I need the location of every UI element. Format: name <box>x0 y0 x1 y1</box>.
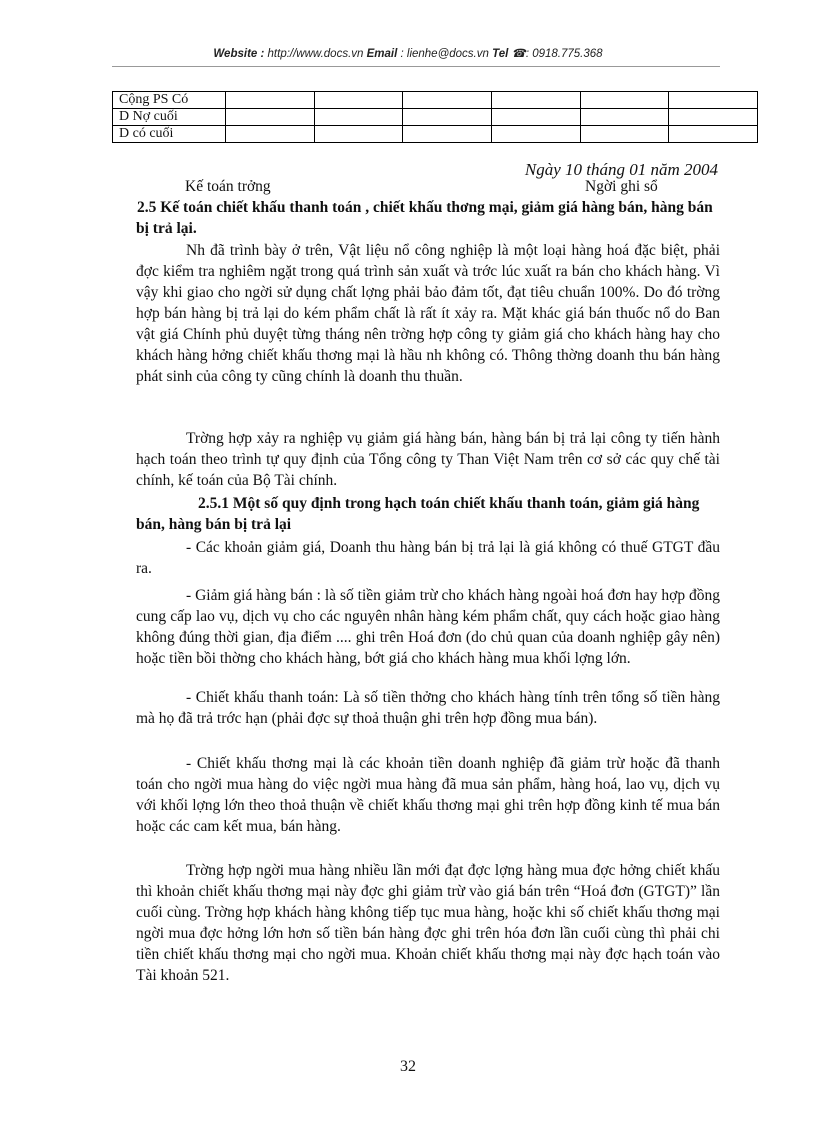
page-number: 32 <box>400 1058 416 1075</box>
table-row <box>113 109 758 126</box>
header-divider <box>112 66 720 67</box>
table-cell <box>580 126 669 143</box>
table-cell <box>491 92 580 109</box>
signature-date: Ngày 10 tháng 01 năm 2004 <box>524 160 718 179</box>
paragraph-rule-3: - Chiết khấu thanh toán: Là số tiền thởng cho khách hàng tính trên tổng số tiền hàng mà họ đã trả trớc hạn (phải đợc sự thoả thuận ghi trên hợp đồng mua bán). <box>136 689 720 727</box>
table-cell <box>403 126 492 143</box>
table-cell <box>226 126 315 143</box>
table-cell <box>314 109 403 126</box>
table-cell <box>491 126 580 143</box>
page-header <box>0 46 816 60</box>
paragraph-rule-5: Trờng hợp ngời mua hàng nhiều lần mới đạt đợc lợng hàng mua đợc hởng chiết khấu thì khoản chiết khấu thơng mại này đợc ghi giảm trừ vào giá bán trên “Hoá đơn (GTGT)” lần cuối cùng. Trờng hợp khách hàng không tiếp tục mua hàng, hoặc khi số chiết khấu thơng mại ngời mua đợc hởng lớn hơn số tiền bán hàng đợc ghi trên hóa đơn lần cuối cùng thì phải chi tiền chiết khấu thơng mại cho ngời mua. Khoản chiết khấu thơng mại này đợc hạch toán vào Tài khoản 521. <box>136 862 720 984</box>
tel-label: Tel <box>492 48 509 60</box>
table-row <box>113 126 758 143</box>
tel-value: : 0918.775.368 <box>525 48 603 60</box>
table-cell <box>226 109 315 126</box>
table-cell <box>669 92 758 109</box>
email-value[interactable]: : lienhe@docs.vn <box>400 48 489 60</box>
table-cell <box>669 126 758 143</box>
signature-chief-accountant: Kế toán trởng <box>185 178 271 195</box>
paragraph-rule-1: - Các khoản giảm giá, Doanh thu hàng bán bị trả lại là giá không có thuế GTGT đầu ra. <box>136 539 720 577</box>
table-cell <box>314 92 403 109</box>
signature-preparer: Ngời ghi sổ <box>585 178 658 195</box>
website-label: Website : <box>213 48 265 60</box>
email-label: Email <box>366 48 398 60</box>
section-heading-2-5: 2.5 Kế toán chiết khấu thanh toán , chiết khấu thơng mại, giảm giá hàng bán, hàng bán bị trả lại. <box>136 199 713 237</box>
row-label: D có cuối <box>113 126 226 143</box>
table-cell <box>669 109 758 126</box>
row-label: Cộng PS Có <box>113 92 226 109</box>
paragraph-rule-4: - Chiết khấu thơng mại là các khoản tiền doanh nghiệp đã giảm trừ hoặc đã thanh toán cho ngời mua hàng do việc ngời mua hàng đã mua sản phẩm, hàng hoá, lao vụ, dịch vụ với khối lợng lớn theo thoả thuận về chiết khấu thơng mại ghi trên hợp đồng kinh tế mua bán hoặc các cam kết mua, bán hàng. <box>136 755 720 835</box>
table-cell <box>226 92 315 109</box>
website-url[interactable]: http://www.docs.vn <box>267 48 364 60</box>
paragraph-intro: Nh đã trình bày ở trên, Vật liệu nổ công nghiệp là một loại hàng hoá đặc biệt, phải đợc kiểm tra nghiêm ngặt trong quá trình sản xuất và trớc lúc xuất ra bán cho khách hàng. Vì vậy khi giao cho ngời sử dụng chất lợng phải bảo đảm tốt, đạt tiêu chuẩn 100%. Do đó trờng hợp bán hàng bị trả lại do kém phẩm chất là rất ít xảy ra. Mặt khác giá bán thuốc nổ do Ban vật giá Chính phủ duyệt từng tháng nên trờng hợp công ty giảm giá cho khách hàng hay cho khách hàng hởng chiết khấu thơng mại là hầu nh không có. Thông thờng doanh thu bán hàng phát sinh của công ty cũng chính là doanh thu thuần. <box>136 242 720 385</box>
row-label: D Nợ cuối <box>113 109 226 126</box>
table-cell <box>403 92 492 109</box>
table-row <box>113 92 758 109</box>
section-heading-2-5-1: 2.5.1 Một số quy định trong hạch toán chiết khấu thanh toán, giảm giá hàng bán, hàng bán bị trả lại <box>136 495 700 533</box>
table-cell <box>403 109 492 126</box>
paragraph-rule-2: - Giảm giá hàng bán : là số tiền giảm trừ cho khách hàng ngoài hoá đơn hay hợp đồng cung cấp lao vụ, dịch vụ cho các nguyên nhân hàng kém phẩm chất, quy cách hoặc giao hàng không đúng thời gian, địa điểm .... ghi trên Hoá đơn (do chủ quan của doanh nghiệp gây nên) hoặc tiền bồi thờng cho khách hàng, bớt giá cho khách hàng mua khối lợng lớn. <box>136 587 720 667</box>
table-cell <box>491 109 580 126</box>
ledger-table <box>112 91 758 143</box>
phone-icon: ☎ <box>511 48 526 60</box>
paragraph-procedure: Trờng hợp xảy ra nghiệp vụ giảm giá hàng bán, hàng bán bị trả lại công ty tiến hành hạch toán theo trình tự quy định của Tổng công ty Than Việt Nam trên cơ sở các quy chế tài chính, kế toán của Bộ Tài chính. <box>136 430 720 489</box>
table-cell <box>580 92 669 109</box>
table-cell <box>314 126 403 143</box>
table-cell <box>580 109 669 126</box>
